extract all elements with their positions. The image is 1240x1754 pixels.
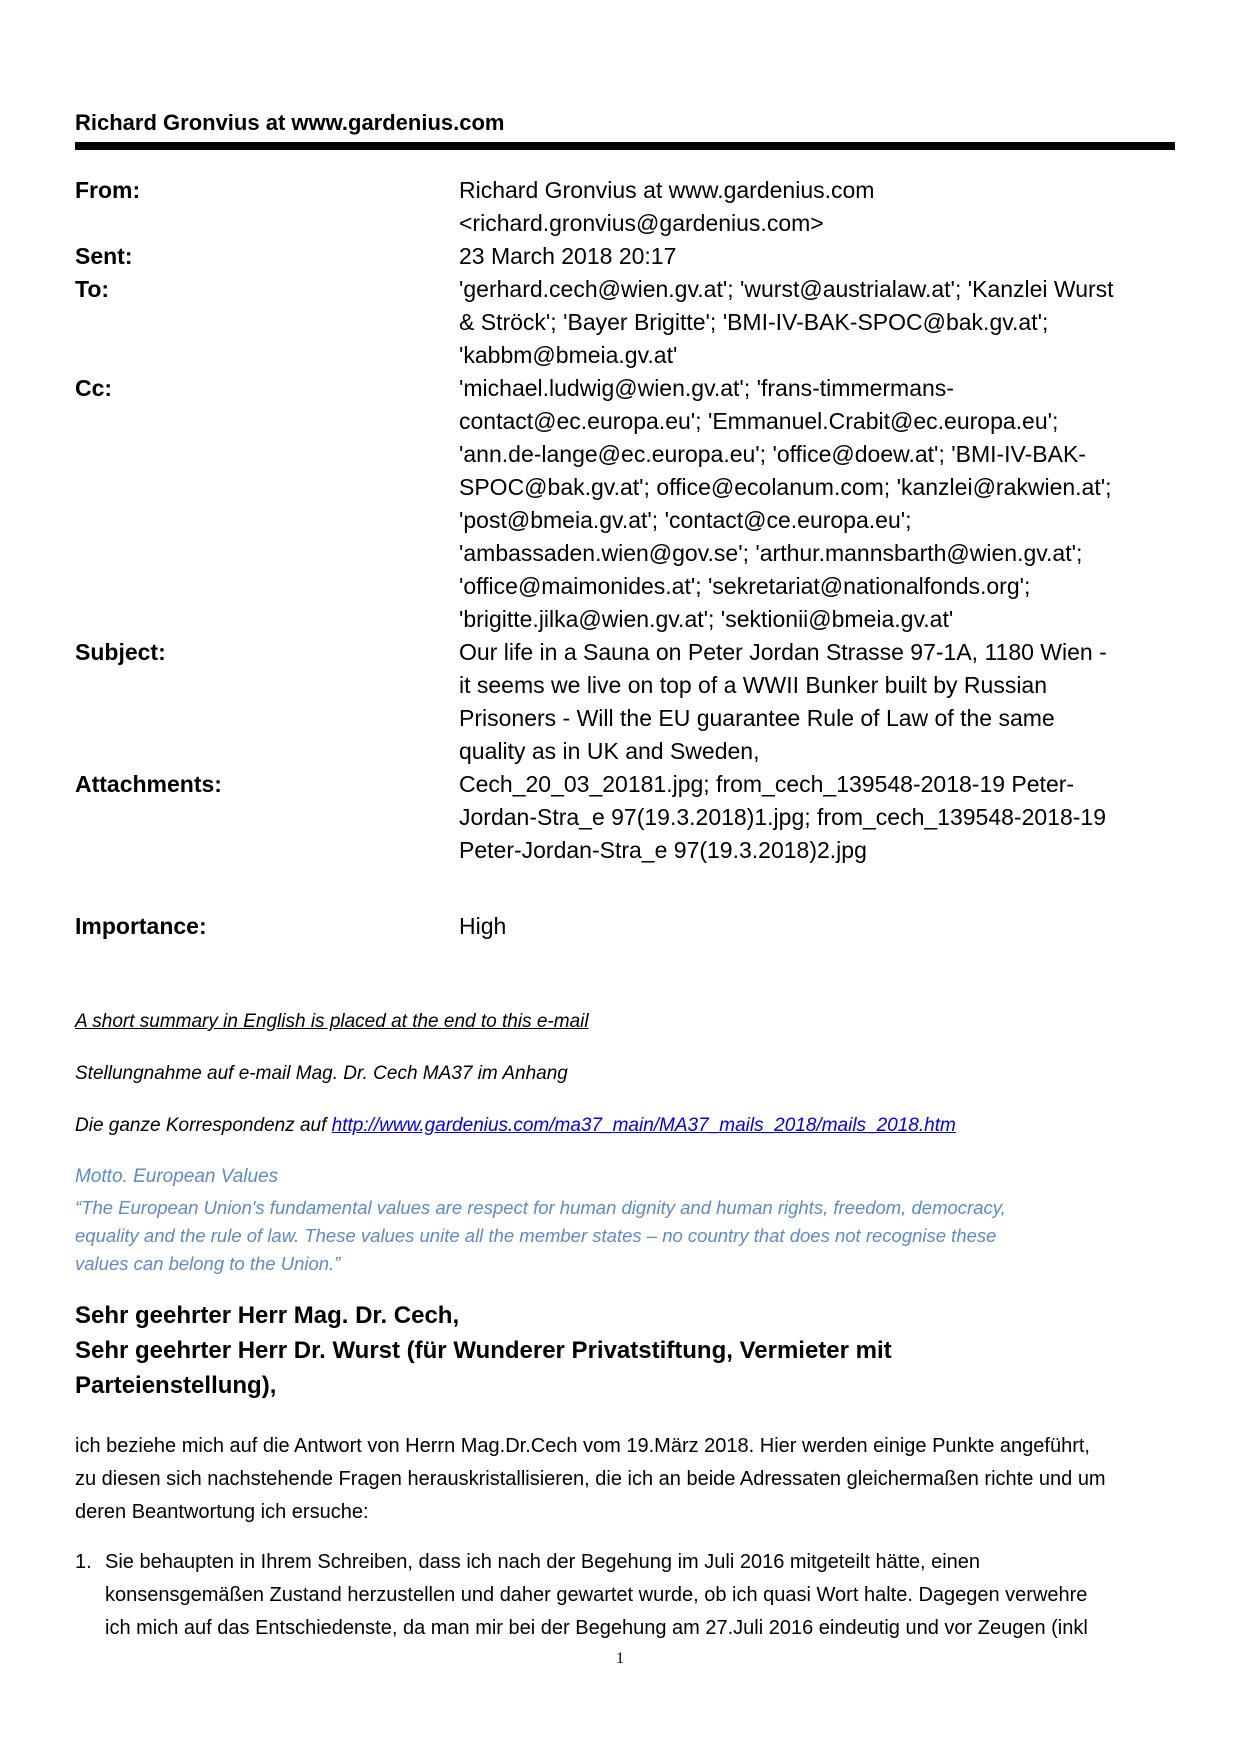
cc-line: SPOC@bak.gv.at'; office@ecolanum.com; 'kanzlei@rakwien.at';	[459, 474, 1112, 500]
subject-line: quality as in UK and Sweden,	[459, 738, 760, 764]
quote-line: equality and the rule of law. These values unite all the member states – no country that does not recognise these	[75, 1225, 997, 1246]
cc-line: contact@ec.europa.eu'; 'Emmanuel.Crabit@ec.europa.eu';	[459, 408, 1059, 434]
subject-row	[75, 636, 1175, 768]
list-line: Sie behaupten in Ihrem Schreiben, dass ich nach der Begehung im Juli 2016 mitgeteilt hätte, einen	[105, 1551, 980, 1573]
cc-line: 'brigitte.jilka@wien.gv.at'; 'sektionii@bmeia.gv.at'	[459, 606, 954, 632]
correspondence-note	[75, 1115, 956, 1137]
subject-value	[459, 636, 1175, 768]
list-item	[75, 1546, 1175, 1645]
list-number: 1.	[75, 1551, 92, 1573]
statement-note: Stellungnahme auf e-mail Mag. Dr. Cech MA37 im Anhang	[75, 1063, 568, 1084]
attachments-row	[75, 768, 1175, 867]
cc-row	[75, 372, 1175, 636]
from-line: <richard.gronvius@gardenius.com>	[459, 210, 824, 236]
attachment-line: Jordan-Stra_e 97(19.3.2018)1.jpg; from_cech_139548-2018-19	[459, 804, 1106, 830]
intro-paragraph	[75, 1430, 1175, 1529]
importance-label: Importance:	[75, 913, 207, 939]
paragraph-line: ich beziehe mich auf die Antwort von Herrn Mag.Dr.Cech vom 19.März 2018. Hier werden einige Punkte angeführt,	[75, 1435, 1090, 1457]
page-number: 1	[616, 1650, 624, 1667]
cc-line: 'ann.de-lange@ec.europa.eu'; 'office@doew.at'; 'BMI-IV-BAK-	[459, 441, 1086, 467]
from-value	[459, 174, 1175, 240]
list-line: konsensgemäßen Zustand herzustellen und daher gewartet wurde, ob ich quasi Wort halte. Dagegen verwehre	[105, 1584, 1088, 1606]
paragraph-line: zu diesen sich nachstehende Fragen herauskristallisieren, die ich an beide Adressaten gleichermaßen richte und um	[75, 1468, 1106, 1490]
sent-label: Sent:	[75, 243, 133, 269]
paragraph-line: deren Beantwortung ich ersuche:	[75, 1501, 369, 1523]
motto-quote	[75, 1194, 1175, 1278]
from-label: From:	[75, 177, 141, 203]
summary-note: A short summary in English is placed at the end to this e-mail	[75, 1011, 589, 1032]
to-row	[75, 273, 1175, 372]
salutation-line: Sehr geehrter Herr Mag. Dr. Cech,	[75, 1302, 460, 1329]
attachment-line: Cech_20_03_20181.jpg; from_cech_139548-2018-19 Peter-	[459, 771, 1075, 797]
cc-line: 'office@maimonides.at'; 'sekretariat@nationalfonds.org';	[459, 573, 1031, 599]
sent-row	[75, 240, 1175, 273]
cc-label: Cc:	[75, 375, 113, 401]
correspondence-link[interactable]: http://www.gardenius.com/ma37_main/MA37_mails_2018/mails_2018.htm	[331, 1115, 956, 1136]
cc-line: 'ambassaden.wien@gov.se'; 'arthur.mannsbarth@wien.gv.at';	[459, 540, 1083, 566]
sent-date: 23 March 2018 20:17	[459, 243, 677, 269]
quote-line: values can belong to the Union.”	[75, 1253, 341, 1274]
subject-line: Prisoners - Will the EU guarantee Rule of Law of the same	[459, 705, 1055, 731]
subject-line: it seems we live on top of a WWII Bunker built by Russian	[459, 672, 1048, 698]
sent-value	[459, 240, 1175, 273]
cc-line: 'michael.ludwig@wien.gv.at'; 'frans-timmermans-	[459, 375, 954, 401]
motto-title: Motto. European Values	[75, 1166, 279, 1187]
to-line: 'gerhard.cech@wien.gv.at'; 'wurst@austrialaw.at'; 'Kanzlei Wurst	[459, 276, 1114, 302]
importance-value: High	[459, 913, 507, 939]
salutation-line: Parteienstellung),	[75, 1372, 277, 1399]
subject-line: Our life in a Sauna on Peter Jordan Strasse 97-1A, 1180 Wien -	[459, 639, 1107, 665]
cc-line: 'post@bmeia.gv.at'; 'contact@ce.europa.eu';	[459, 507, 912, 533]
sender-title: Richard Gronvius at www.gardenius.com	[75, 110, 505, 135]
quote-line: “The European Union's fundamental values are respect for human dignity and human rights, freedom, democracy,	[75, 1197, 1006, 1218]
to-line: & Ströck'; 'Bayer Brigitte'; 'BMI-IV-BAK-SPOC@bak.gv.at';	[459, 309, 1049, 335]
correspondence-prefix: Die ganze Korrespondenz auf	[75, 1115, 332, 1136]
salutation-line: Sehr geehrter Herr Dr. Wurst (für Wunderer Privatstiftung, Vermieter mit	[75, 1337, 892, 1364]
attachment-line: Peter-Jordan-Stra_e 97(19.3.2018)2.jpg	[459, 837, 867, 863]
to-line: 'kabbm@bmeia.gv.at'	[459, 342, 678, 368]
to-label: To:	[75, 276, 110, 302]
to-value	[459, 273, 1175, 372]
email-header	[75, 174, 1175, 867]
title-divider	[75, 142, 1175, 150]
attachments-value	[459, 768, 1175, 867]
from-row	[75, 174, 1175, 240]
salutation	[75, 1298, 1175, 1403]
subject-label: Subject:	[75, 639, 166, 665]
from-line: Richard Gronvius at www.gardenius.com	[459, 177, 875, 203]
importance-row	[75, 910, 1175, 943]
list-body	[105, 1546, 1175, 1645]
cc-value	[459, 372, 1175, 636]
list-line: ich mich auf das Entschiedenste, da man mir bei der Begehung am 27.Juli 2016 eindeutig und vor Zeugen (inkl	[105, 1617, 1088, 1639]
attachments-label: Attachments:	[75, 771, 222, 797]
